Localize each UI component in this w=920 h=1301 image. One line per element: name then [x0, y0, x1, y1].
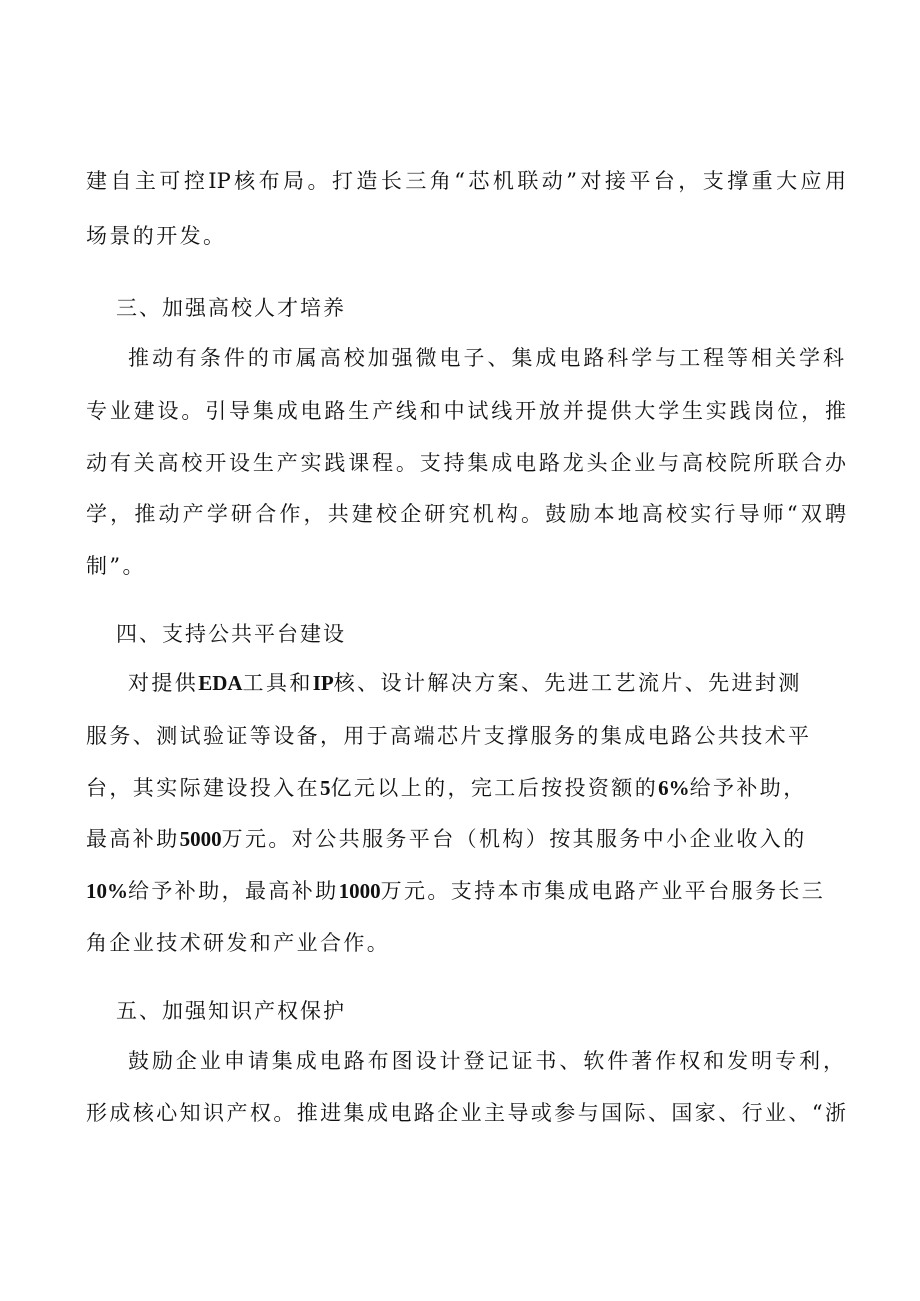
section-heading-4: 四、支持公共平台建设	[116, 622, 346, 646]
paragraph-line: 角企业技术研发和产业合作。	[86, 931, 391, 955]
paragraph-line: 制”。	[86, 554, 146, 578]
paragraph-line: 场景的开发。	[86, 224, 227, 248]
bold-term: EDA	[198, 671, 243, 695]
text-run: 万元。对公共服务平台（机构）按其服务中小企业收入的	[221, 827, 807, 851]
bold-number: 5000	[179, 827, 222, 851]
section-heading-3: 三、加强高校人才培养	[116, 296, 346, 320]
text-run: 工具和	[242, 671, 313, 695]
paragraph-line	[86, 768, 846, 808]
text-run: 亿元以上的，完工后按投资额的	[330, 776, 659, 800]
paragraph-line: 形成核心知识产权。推进集成电路企业主导或参与国际、国家、行业、“浙	[86, 1101, 846, 1125]
paragraph-line: 学，推动产学研合作，共建校企研究机构。鼓励本地高校实行导师“双聘	[86, 502, 846, 526]
paragraph-line: 动有关高校开设生产实践课程。支持集成电路龙头企业与高校院所联合办	[86, 451, 846, 475]
text-run: 给予补助，最高补助	[128, 879, 339, 903]
paragraph-line: 推动有条件的市属高校加强微电子、集成电路科学与工程等相关学科	[128, 346, 844, 370]
paragraph-line: 建自主可控IP核布局。打造长三角“芯机联动”对接平台，支撑重大应用	[86, 169, 846, 193]
paragraph-line: 鼓励企业申请集成电路布图设计登记证书、软件著作权和发明专利，	[128, 1049, 844, 1073]
paragraph-line: 服务、测试验证等设备，用于高端芯片支撑服务的集成电路公共技术平	[86, 724, 812, 748]
text-run: 最高补助	[86, 827, 180, 851]
paragraph-line: 专业建设。引导集成电路生产线和中试线开放并提供大学生实践岗位，推	[86, 399, 846, 423]
text-run: 给予补助，	[689, 776, 807, 800]
text-run: 核、设计解决方案、先进工艺流片、先进封测	[333, 671, 802, 695]
bold-number: 5	[320, 776, 331, 800]
text-run: 万元。支持本市集成电路产业平台服务长三	[380, 879, 826, 903]
paragraph-line	[86, 819, 846, 859]
bold-number: 10%	[86, 879, 128, 903]
paragraph-line	[86, 871, 846, 911]
bold-number: 1000	[338, 879, 381, 903]
paragraph-line	[128, 663, 844, 703]
bold-term: IP	[312, 671, 334, 695]
text-run: 对提供	[128, 671, 199, 695]
text-run: 台，其实际建设投入在	[86, 776, 320, 800]
section-heading-5: 五、加强知识产权保护	[116, 999, 346, 1023]
bold-number: 6%	[658, 776, 690, 800]
